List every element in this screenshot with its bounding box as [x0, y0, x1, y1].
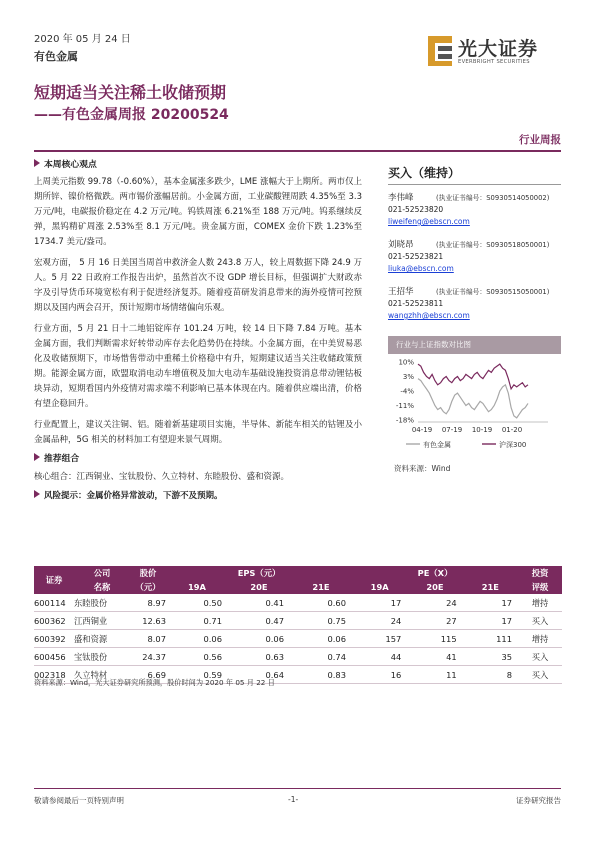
table-row [34, 648, 562, 666]
portfolio-table [34, 566, 562, 684]
table-cell: 8.07 [130, 630, 166, 648]
footer-divider [34, 788, 561, 789]
y-tick-label: -11% [395, 402, 414, 410]
company-logo [426, 34, 554, 70]
header-cell: 21E [290, 580, 352, 594]
core-view-para-1: 上周美元指数 99.78（-0.60%），基本金属涨多跌少，LME 涨幅大于上期所。两市仅上期所锌、镍价格微跌。两市锡价涨幅居前。小金属方面，工业碳酸锂周跌 4.35%至 3.3 万元/吨，电碳报价稳定在 4.2 万元/吨。钨铁周涨 6.21%至 188 万元/吨。钨系继续反弹，黑钨精矿周涨 2.53%至 8.1 万元/吨。贵金属方面，COMEX 金价下跌 1.23%至 1734.7 美元/盎司。 [34, 177, 363, 247]
footer-label: 证券研究报告 [516, 796, 561, 805]
header-cell: 20E [228, 580, 290, 594]
report-date: 2020 年 05 月 24 日 [34, 34, 131, 45]
table-cell: 买入 [518, 666, 562, 684]
report-subtitle: ——有色金属周报 20200524 [34, 107, 229, 123]
table-cell: 买入 [518, 648, 562, 666]
table-row [34, 594, 562, 612]
table-cell: 买入 [518, 612, 562, 630]
analyst-name: 李伟峰 [388, 193, 414, 203]
table-cell: 600362 [34, 612, 74, 630]
triangle-bullet-icon [34, 453, 40, 461]
series-line [418, 364, 528, 389]
table-cell: 11 [407, 666, 462, 684]
analyst-name: 刘晓昂 [388, 240, 414, 250]
table-cell: 0.06 [228, 630, 290, 648]
analyst-phone: 021-52523811 [388, 299, 444, 308]
table-cell: 17 [463, 612, 518, 630]
sector-label: 有色金属 [34, 50, 78, 63]
table-cell: 0.71 [166, 612, 228, 630]
table-cell: 17 [352, 594, 407, 612]
header-cell: 19A [352, 580, 407, 594]
title-divider [34, 150, 561, 152]
report-title: 短期适当关注稀土收储预期 [34, 83, 227, 102]
analyst-license: (执业证书编号：S0930515050001) [436, 288, 550, 296]
header-cell: 投资 [518, 566, 562, 580]
logo-en-text: EVERBRIGHT SECURITIES [458, 59, 530, 65]
logo-cn-text: 光大证券 [458, 38, 539, 60]
table-cell: 35 [463, 648, 518, 666]
analyst-email-link[interactable]: liuka@ebscn.com [388, 264, 454, 273]
table-cell: 27 [407, 612, 462, 630]
table-cell: 002318 [34, 666, 74, 684]
analyst-1 [388, 192, 561, 228]
legend-label: 沪深300 [499, 441, 527, 449]
logo-mark-icon [426, 34, 456, 68]
table-cell: 东睦股份 [74, 594, 130, 612]
header-cell: 公司 [74, 566, 130, 580]
risk-line [34, 489, 362, 504]
table-header-row-2 [34, 580, 562, 594]
table-cell: 600392 [34, 630, 74, 648]
analyst-phone: 021-52523820 [388, 205, 444, 214]
x-tick-label: 01-20 [501, 426, 523, 434]
rating-divider [388, 184, 561, 185]
y-tick-label: -18% [395, 416, 414, 425]
header-cell: 20E [407, 580, 462, 594]
core-view-heading: 本周核心观点 [34, 158, 362, 173]
table-cell: 0.64 [228, 666, 290, 684]
y-tick-label: -4% [400, 387, 414, 396]
header-cell: 股价 [130, 566, 166, 580]
analyst-email-link[interactable]: liweifeng@ebscn.com [388, 217, 470, 226]
legend-label: 有色金属 [423, 441, 451, 449]
header-cell: 评级 [518, 580, 562, 594]
x-tick-label: 07-19 [441, 426, 463, 434]
table-cell: 600456 [34, 648, 74, 666]
x-tick-label: 10-19 [471, 426, 493, 434]
table-cell: 0.41 [228, 594, 290, 612]
report-type-tag: 行业周报 [519, 134, 561, 146]
analyst-2 [388, 239, 561, 275]
table-cell: 宝钛股份 [74, 648, 130, 666]
triangle-bullet-icon [34, 159, 40, 167]
rating: 买入（维持） [388, 166, 461, 180]
analyst-license: (执业证书编号：S0930518050001) [436, 241, 550, 249]
table-cell: 0.47 [228, 612, 290, 630]
core-view-section [34, 158, 362, 504]
analyst-3 [388, 286, 561, 322]
table-cell: 8 [463, 666, 518, 684]
table-cell: 0.60 [290, 594, 352, 612]
analyst-email-link[interactable]: wangzhh@ebscn.com [388, 311, 470, 320]
table-cell: 24 [352, 612, 407, 630]
header-cell: EPS（元） [166, 566, 352, 580]
triangle-bullet-icon [34, 490, 40, 498]
table-cell: 盛和资源 [74, 630, 130, 648]
table-row [34, 630, 562, 648]
risk-heading: 风险提示： [44, 491, 87, 501]
header-cell: 19A [166, 580, 228, 594]
table-cell: 6.69 [130, 666, 166, 684]
header-cell: （元） [130, 580, 166, 594]
page-number: -1- [288, 795, 299, 804]
table-cell: 41 [407, 648, 462, 666]
table-cell: 0.74 [290, 648, 352, 666]
table-cell: 0.06 [290, 630, 352, 648]
header-cell: PE（X） [352, 566, 518, 580]
table-cell: 增持 [518, 594, 562, 612]
series-line [418, 379, 528, 418]
table-cell: 115 [407, 630, 462, 648]
table-cell: 0.06 [166, 630, 228, 648]
table-cell: 0.50 [166, 594, 228, 612]
table-cell: 111 [463, 630, 518, 648]
performance-chart [388, 356, 561, 466]
portfolio-heading: 推荐组合 [34, 452, 362, 467]
table-cell: 44 [352, 648, 407, 666]
y-tick-label: 3% [402, 373, 414, 381]
core-view-para-3: 行业方面，5 月 21 日十二地铝锭库存 101.24 万吨，较 14 日下降 7.84 万吨。基本金属方面，我们判断需求好转带动库存去化趋势仍在持续。小金属方面，在中美贸易恶化及收储预期下，市场惜售带动中重稀土价格稳中有升，短期建议适当关注收储政策预期。能源金属方面，欧盟取消电动车增值税及加大电动车基础设施投资消息带动锂钴板块异动，短期看国内外疫情对需求端不利影响已基本体现在内。随着供应端出清，价格有望企稳回升。 [34, 324, 362, 409]
table-source: 资料来源：Wind，光大证券研究所预测，股价时间为 2020 年 05 月 22 日 [34, 678, 275, 687]
table-cell: 8.97 [130, 594, 166, 612]
table-cell: 12.63 [130, 612, 166, 630]
analyst-license: (执业证书编号：S0930514050002) [436, 194, 550, 202]
table-cell: 久立特材 [74, 666, 130, 684]
table-cell: 0.83 [290, 666, 352, 684]
footer-disclaimer: 敬请参阅最后一页特别声明 [34, 796, 124, 805]
table-cell: 157 [352, 630, 407, 648]
portfolio-text: 核心组合：江西铜业、宝钛股份、久立特材、东睦股份、盛和资源。 [34, 472, 290, 482]
table-cell: 0.56 [166, 648, 228, 666]
table-cell: 24.37 [130, 648, 166, 666]
core-view-para-2: 宏观方面， 5 月 16 日美国当周首申救济金人数 243.8 万人，较上周数据下降 24.9 万人。5 月 22 日政府工作报告出炉，虽然首次不设 GDP 增长目标，但强调扩大财政赤字及引导货币环境宽松有利于促进经济复苏。随着疫苗研发消息带来的海外疫情可控预期以及国内两会召开，预计短期市场情绪偏向乐观。 [34, 258, 362, 313]
table-cell: 0.63 [228, 648, 290, 666]
table-header-row-1 [34, 566, 562, 580]
chart-title: 行业与上证指数对比图 [388, 336, 561, 354]
table-cell: 增持 [518, 630, 562, 648]
core-view-para-4: 行业配置上，建议关注铜、铝。随着新基建项目实施，半导体、新能车相关的钴锂及小金属品种，5G 相关的材料加工有望迎来景气周期。 [34, 420, 362, 445]
table-cell: 0.59 [166, 666, 228, 684]
table-cell: 0.75 [290, 612, 352, 630]
x-tick-label: 04-19 [411, 426, 433, 434]
table-cell: 17 [463, 594, 518, 612]
chart-source: 资料来源：Wind [394, 464, 451, 473]
analyst-phone: 021-52523821 [388, 252, 444, 261]
table-cell: 24 [407, 594, 462, 612]
header-cell: 21E [463, 580, 518, 594]
table-row [34, 612, 562, 630]
header-cell: 证券 [34, 566, 74, 594]
analyst-name: 王招华 [388, 287, 414, 297]
risk-text: 金属价格异常波动，下游不及预期。 [86, 491, 223, 501]
table-cell: 江西铜业 [74, 612, 130, 630]
table-cell: 600114 [34, 594, 74, 612]
y-tick-label: 10% [398, 358, 414, 367]
table-cell: 16 [352, 666, 407, 684]
header-cell: 名称 [74, 580, 130, 594]
